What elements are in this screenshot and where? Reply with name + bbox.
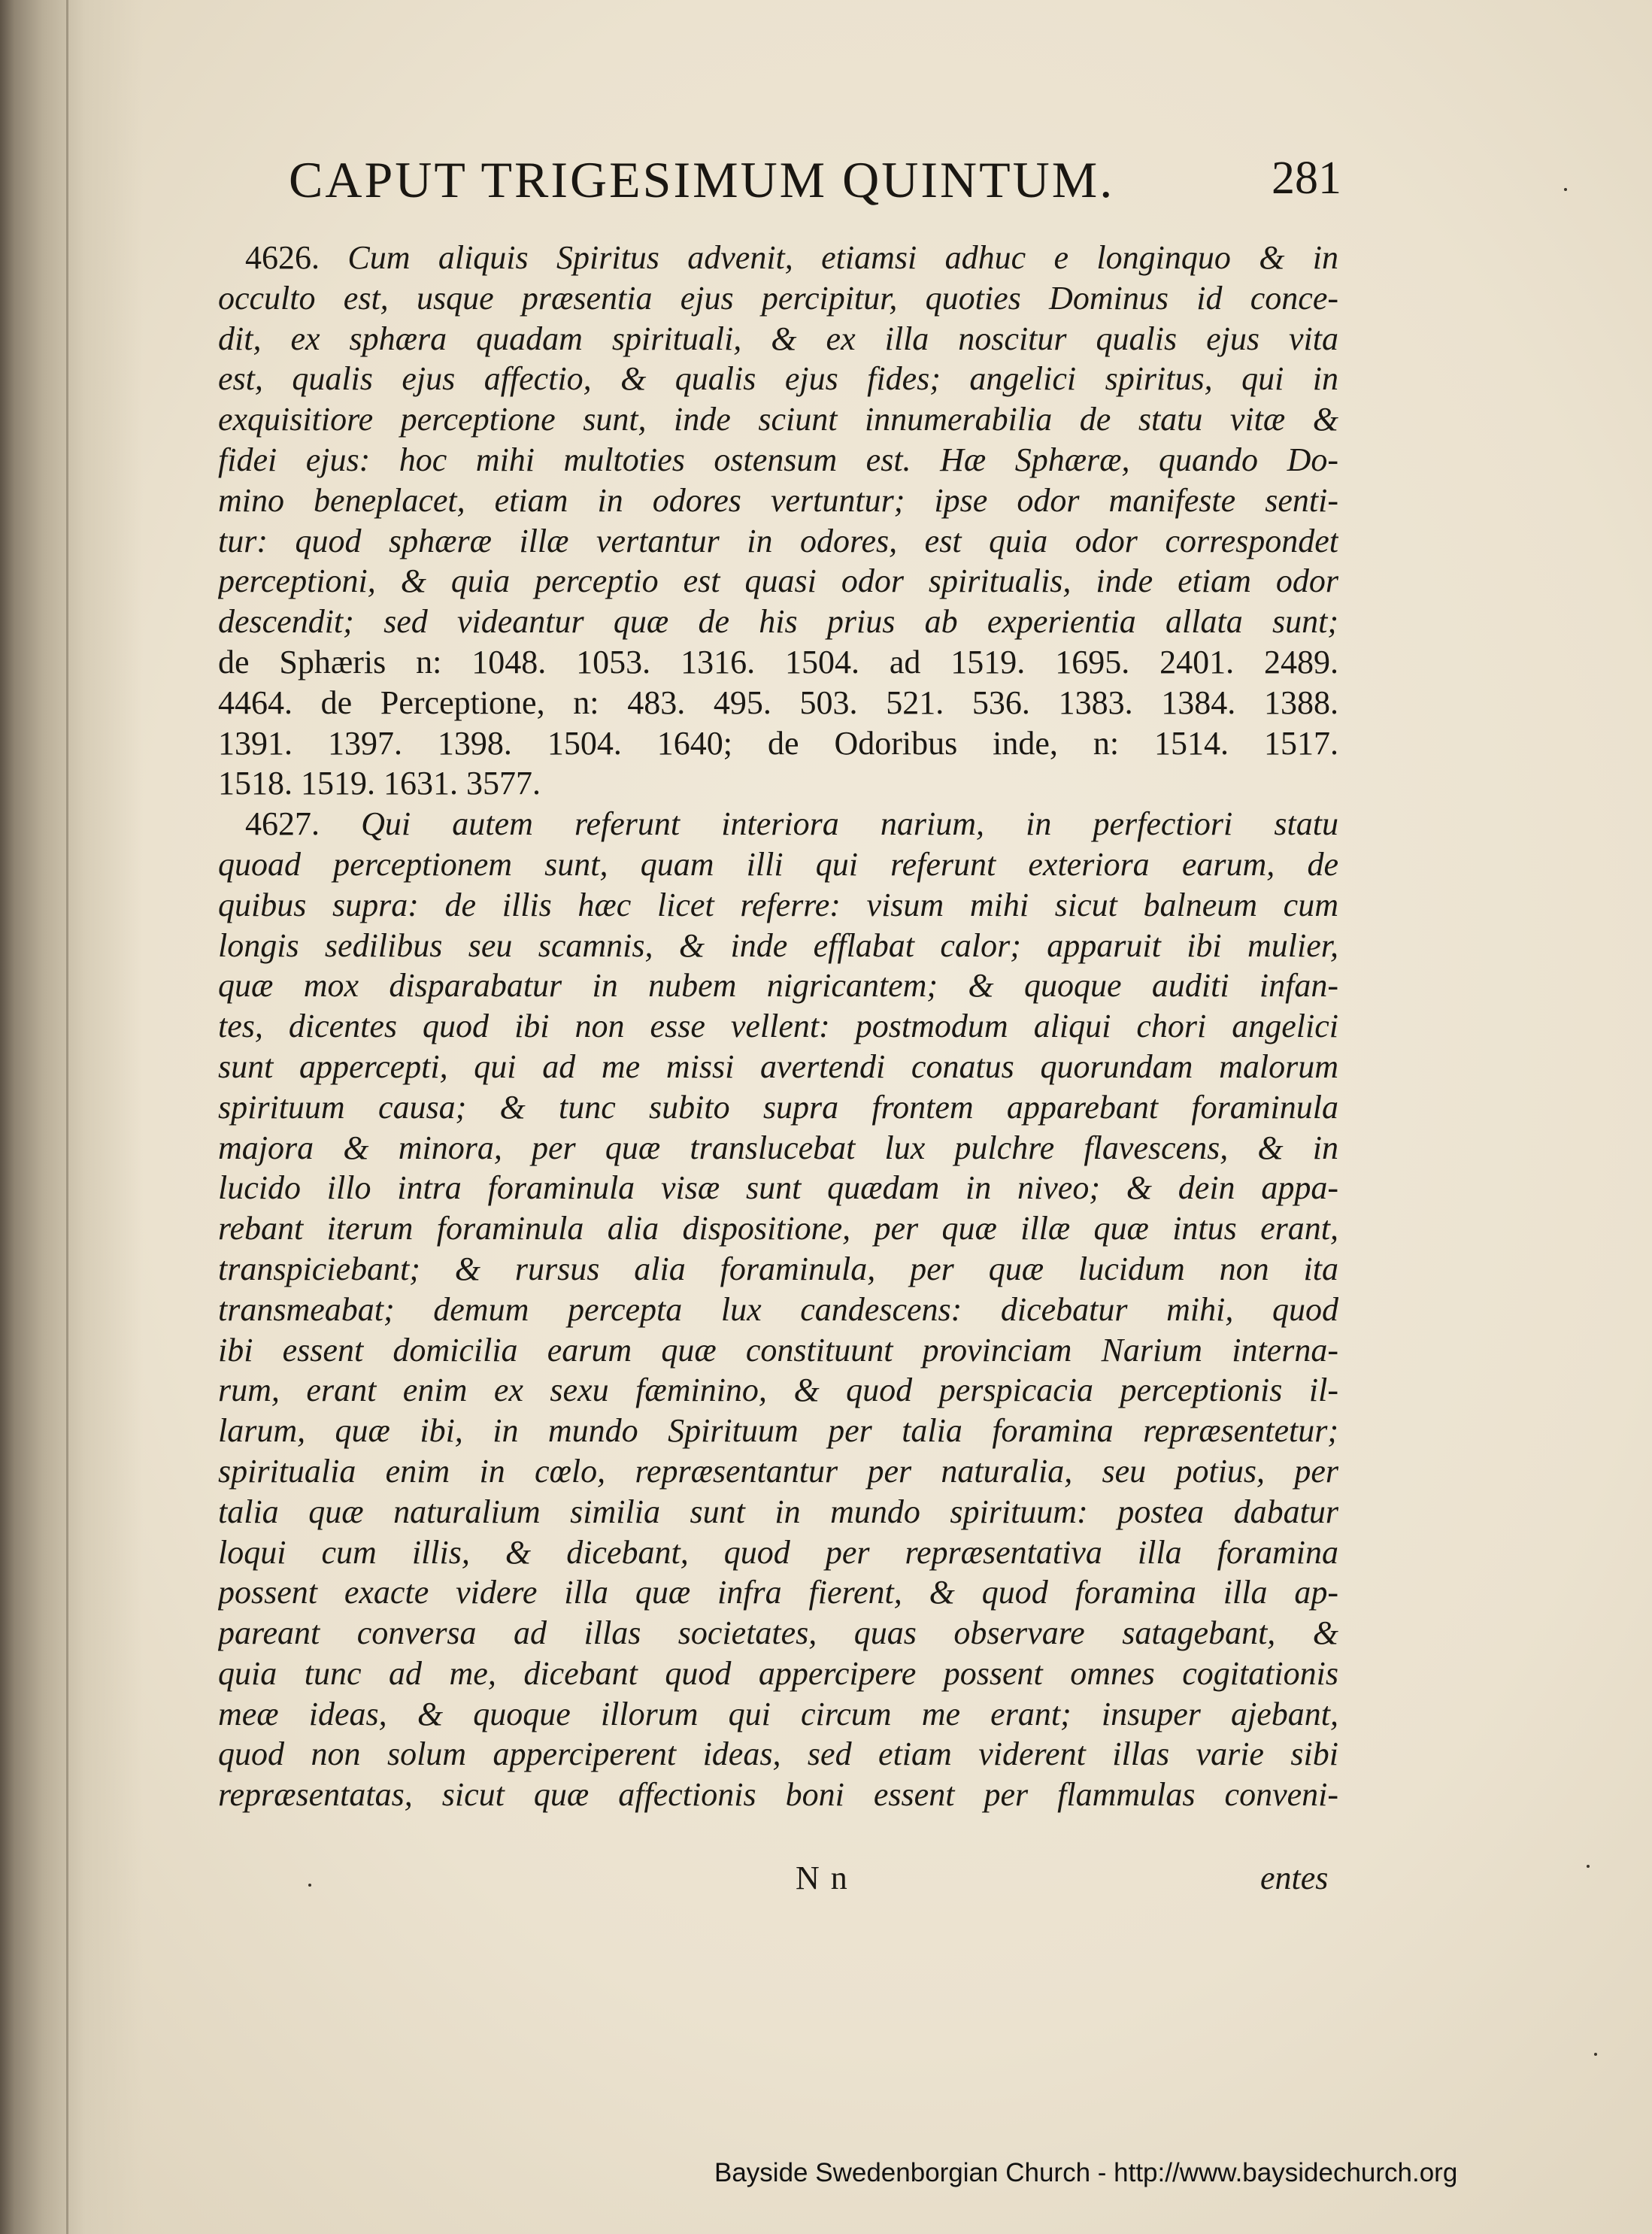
text-line: pareant conversa ad illas societates, quas observare satagebant, & bbox=[218, 1614, 1338, 1652]
text-line: transpiciebant; & rursus alia foraminula, per quæ lucidum non ita bbox=[218, 1250, 1338, 1287]
text-line: est, qualis ejus affectio, & qualis ejus fides; angelici spiritus, qui in bbox=[218, 360, 1338, 398]
paragraph-4626 bbox=[218, 238, 1338, 804]
paragraph-number: 4626. bbox=[245, 239, 320, 276]
text-line: repræsentatas, sicut quæ affectionis boni essent per flammulas conveni- bbox=[218, 1776, 1338, 1814]
text-line: dit, ex sphæra quadam spirituali, & ex illa noscitur qualis ejus vita bbox=[218, 320, 1338, 357]
reference-line: de Sphæris n: 1048. 1053. 1316. 1504. ad 1519. 1695. 2401. 2489. bbox=[218, 643, 1338, 681]
text-line: perceptioni, & quia perceptio est quasi odor spiritualis, inde etiam odor bbox=[218, 562, 1338, 600]
reference-line: 1391. 1397. 1398. 1504. 1640; de Odoribus inde, n: 1514. 1517. bbox=[218, 724, 1338, 762]
paper-speck bbox=[1594, 2053, 1597, 2056]
paragraph-number: 4627. bbox=[245, 805, 320, 843]
text-line: 4627. Qui autem referunt interiora narium, in perfectiori statu bbox=[245, 805, 1338, 843]
text-line: quoad perceptionem sunt, quam illi qui referunt exteriora earum, de bbox=[218, 845, 1338, 883]
text-line: transmeabat; demum percepta lux candescens: dicebatur mihi, quod bbox=[218, 1290, 1338, 1328]
paper-speck bbox=[1587, 1865, 1590, 1868]
text-line: quia tunc ad me, dicebant quod appercipere possent omnes cogitationis bbox=[218, 1654, 1338, 1692]
text-line: longis sedilibus seu scamnis, & inde efflabat calor; apparuit ibi mulier, bbox=[218, 926, 1338, 964]
text-line: loqui cum illis, & dicebant, quod per repræsentativa illa foramina bbox=[218, 1533, 1338, 1571]
text-line: possent exacte videre illa quæ infra fierent, & quod foramina illa ap- bbox=[218, 1574, 1338, 1611]
paper-speck bbox=[308, 1884, 311, 1887]
signature-mark: N n bbox=[796, 1860, 849, 1896]
page-header bbox=[289, 150, 1341, 218]
text-line: rum, erant enim ex sexu fæminino, & quod perspicacia perceptionis il- bbox=[218, 1372, 1338, 1409]
text-line: meæ ideas, & quoque illorum qui circum me erant; insuper ajebant, bbox=[218, 1695, 1338, 1732]
text-line: talia quæ naturalium similia sunt in mundo spirituum: postea dabatur bbox=[218, 1493, 1338, 1530]
text-line: quod non solum apperciperent ideas, sed etiam viderent illas varie sibi bbox=[218, 1735, 1338, 1773]
reference-line: 4464. de Perceptione, n: 483. 495. 503. 521. 536. 1383. 1384. 1388. bbox=[218, 684, 1338, 721]
website-watermark: Bayside Swedenborgian Church - http://www.baysidechurch.org bbox=[714, 2158, 1458, 2187]
text-line: larum, quæ ibi, in mundo Spirituum per talia foramina repræsentetur; bbox=[218, 1412, 1338, 1450]
catchword: entes bbox=[1260, 1860, 1329, 1896]
page-number: 281 bbox=[1272, 153, 1341, 204]
text-line: tur: quod sphæræ illæ vertantur in odores, est quia odor correspondet bbox=[218, 522, 1338, 559]
paper-speck bbox=[1564, 188, 1567, 191]
text-line: fidei ejus: hoc mihi multoties ostensum est. Hæ Sphæræ, quando Do- bbox=[218, 441, 1338, 478]
text-line: tes, dicentes quod ibi non esse vellent: postmodum aliqui chori angelici bbox=[218, 1008, 1338, 1045]
binding-gutter-shadow bbox=[0, 0, 143, 2234]
text-line: quæ mox disparabatur in nubem nigricantem; & quoque auditi infan- bbox=[218, 967, 1338, 1005]
text-line: exquisitiore perceptione sunt, inde sciunt innumerabilia de statu vitæ & bbox=[218, 401, 1338, 438]
text-line: 4626. Cum aliquis Spiritus advenit, etiamsi adhuc e longinquo & in bbox=[245, 239, 1338, 276]
text-line: descendit; sed videantur quæ de his prius ab experientia allata sunt; bbox=[218, 603, 1338, 641]
paragraph-4627 bbox=[218, 804, 1338, 1815]
text-line: occulto est, usque præsentia ejus percipitur, quoties Dominus id conce- bbox=[218, 279, 1338, 317]
text-line: spirituum causa; & tunc subito supra frontem apparebant foraminula bbox=[218, 1088, 1338, 1126]
text-line: majora & minora, per quæ translucebat lux pulchre flavescens, & in bbox=[218, 1129, 1338, 1166]
text-line: rebant iterum foraminula alia dispositione, per quæ illæ quæ intus erant, bbox=[218, 1210, 1338, 1247]
text-line: quibus supra: de illis hæc licet referre: visum mihi sicut balneum cum bbox=[218, 886, 1338, 923]
reference-line: 1518. 1519. 1631. 3577. bbox=[218, 765, 541, 802]
body-text bbox=[218, 238, 1338, 1815]
text-line: spiritualia enim in cœlo, repræsentantur per naturalia, seu potius, per bbox=[218, 1452, 1338, 1490]
running-head: CAPUT TRIGESIMUM QUINTUM. bbox=[289, 151, 1115, 208]
text-line: mino beneplacet, etiam in odores vertuntur; ipse odor manifeste senti- bbox=[218, 481, 1338, 519]
binding-fold-line bbox=[66, 0, 68, 2234]
text-line: sunt appercepti, qui ad me missi avertendi conatus quorundam malorum bbox=[218, 1047, 1338, 1085]
text-line: ibi essent domicilia earum quæ constituunt provinciam Narium interna- bbox=[218, 1331, 1338, 1369]
text-line: lucido illo intra foraminula visæ sunt quædam in niveo; & dein appa- bbox=[218, 1169, 1338, 1207]
